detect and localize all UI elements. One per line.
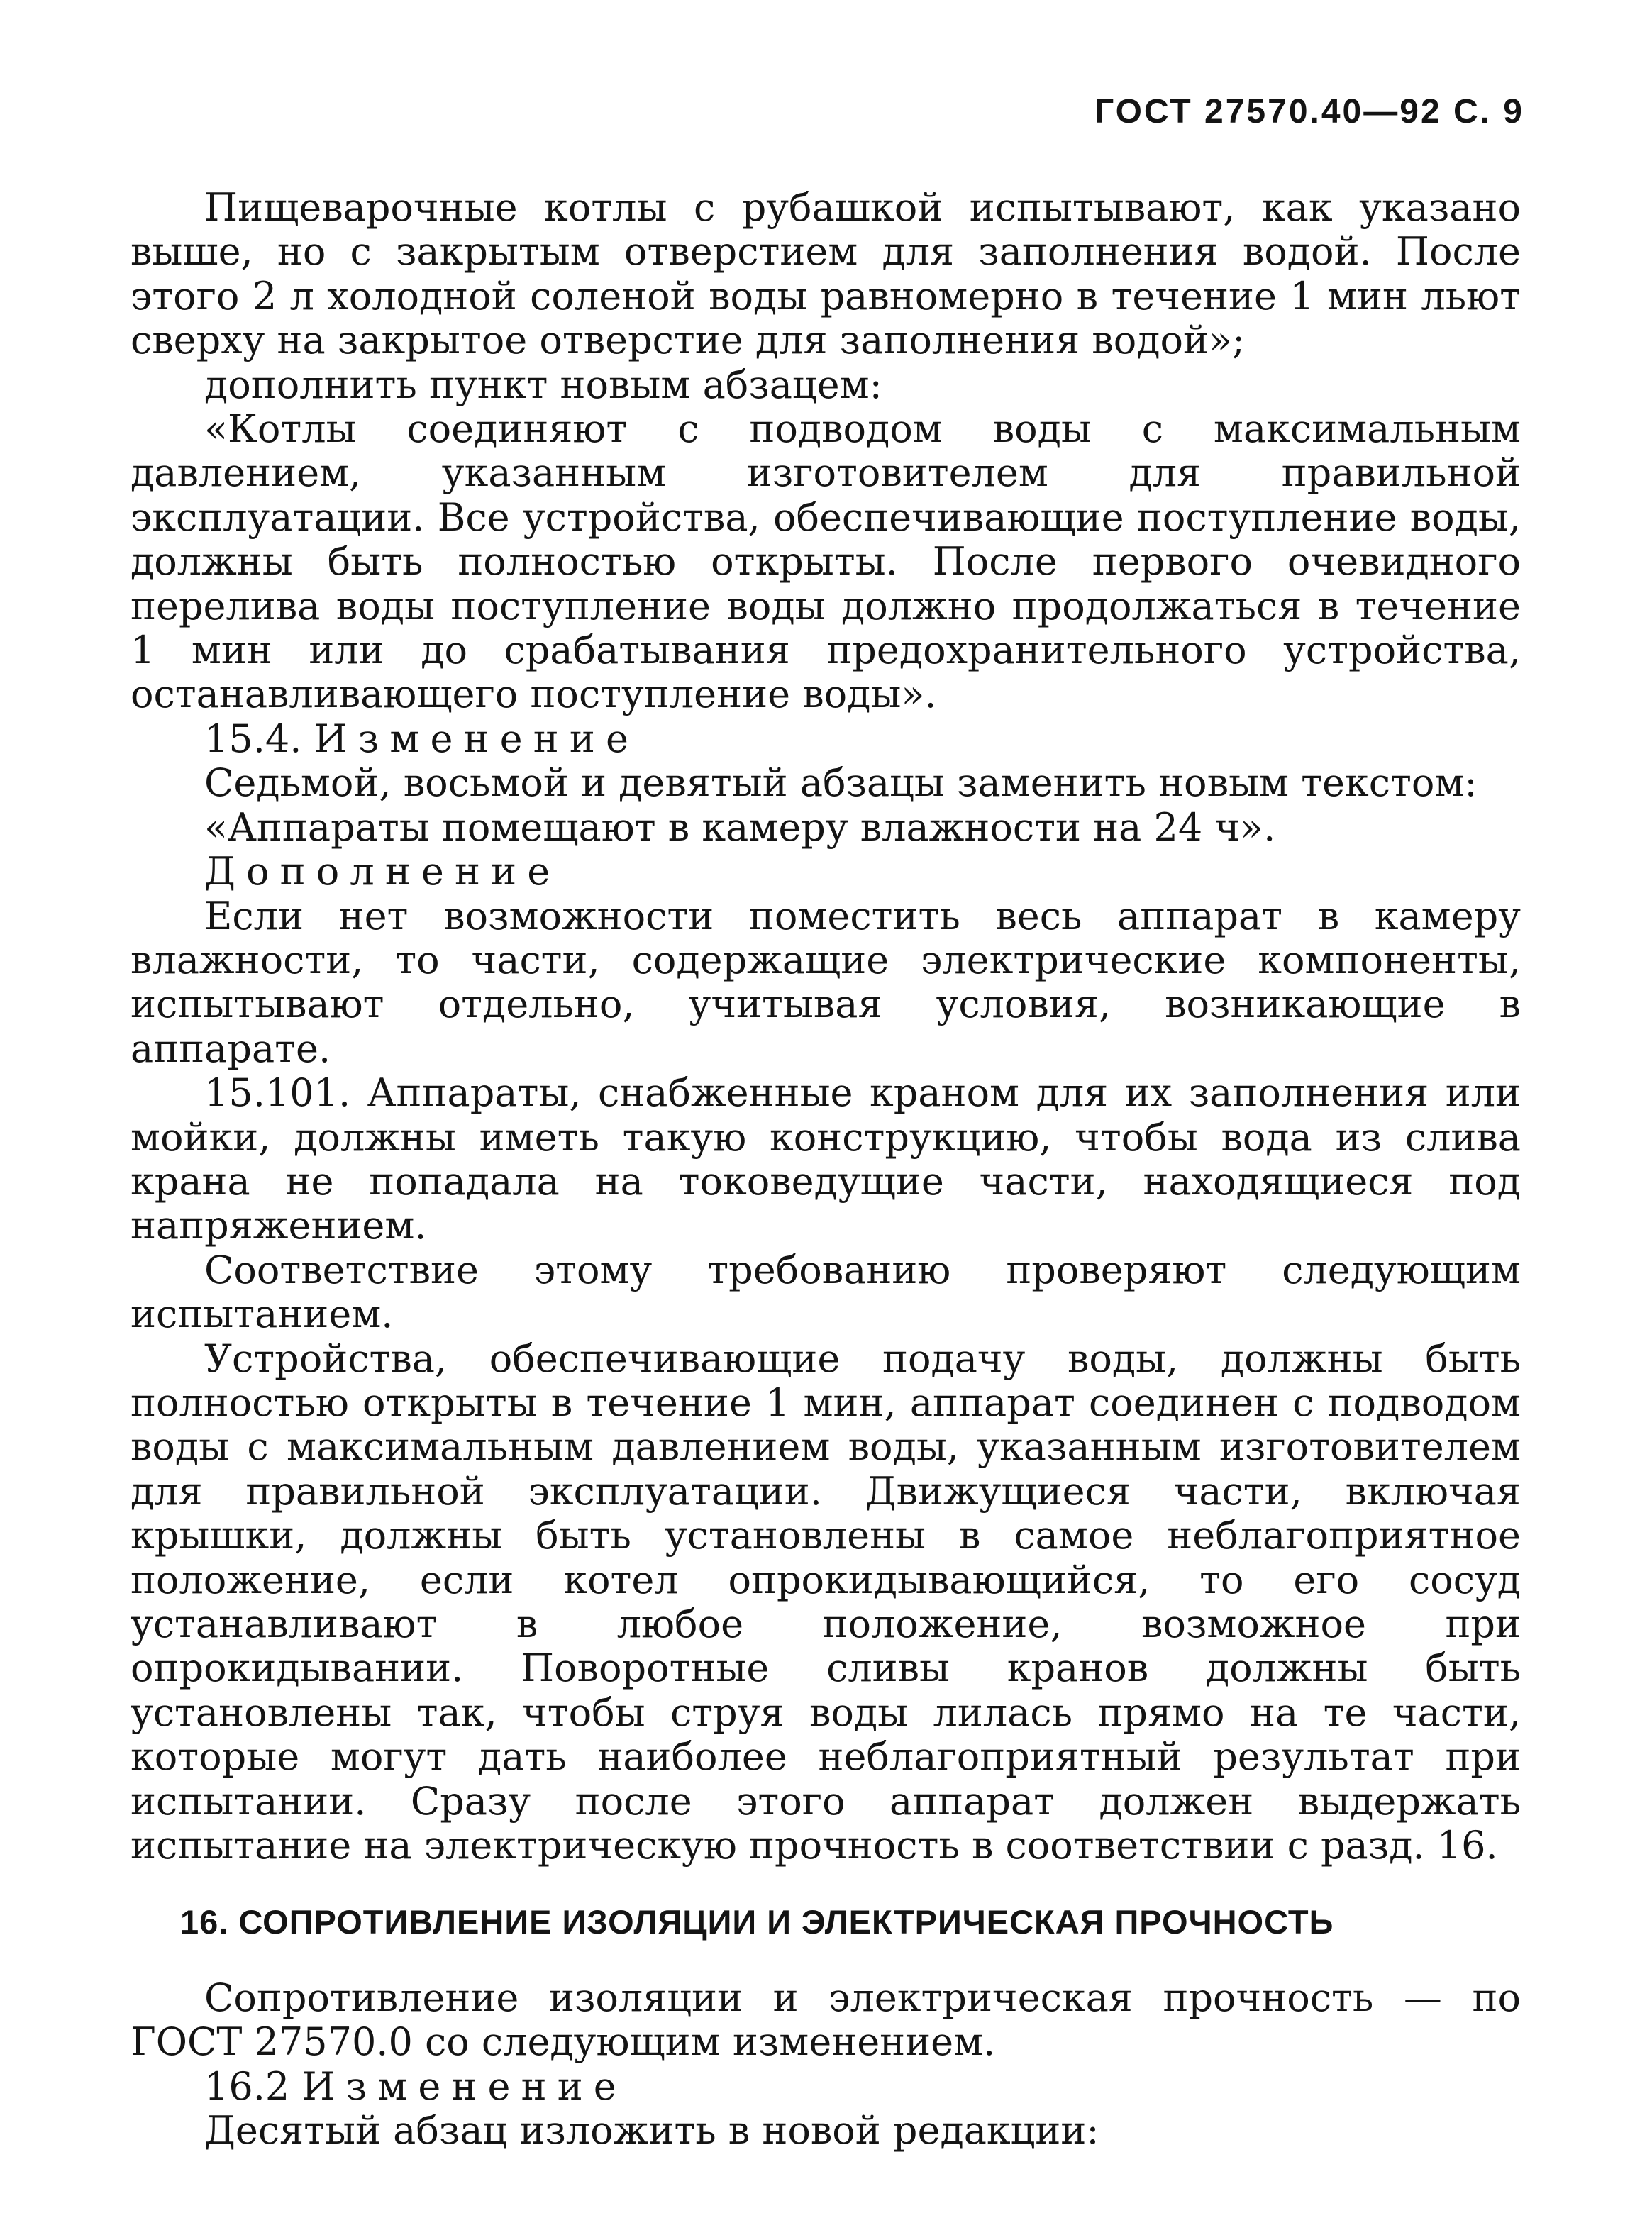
paragraph-tenth-paragraph: Десятый абзац изложить в новой редакции: xyxy=(204,2108,1099,2153)
paragraph-humidity-chamber: «Аппараты помещают в камеру влажности на 24 ч». xyxy=(204,804,1276,850)
addition-label: Дополнение xyxy=(204,849,561,894)
paragraph-compliance-check: Соответствие этому требованию проверяют следующим испытанием. xyxy=(131,1247,1521,1337)
clause-number: 15.4. xyxy=(204,716,302,761)
paragraph-insulation-resistance: Сопротивление изоляции и электрическая прочность — по ГОСТ 27570.0 со следующим изменением. xyxy=(131,1975,1521,2065)
addition-heading xyxy=(131,850,1521,894)
paragraph-separate-parts: Если нет возможности поместить весь аппарат в камеру влажности, то части, содержащие электрические компоненты, испытывают отдельно, учитывая условия, возникающие в аппарате. xyxy=(131,893,1521,1071)
paragraph-test-procedure: Устройства, обеспечивающие подачу воды, должны быть полностью открыты в течение 1 мин, аппарат соединен с подводом воды с максимальным давлением воды, указанным изготовителем для правильной эксплуатации. Движущиеся части, включая крышки, должны быть установлены в самое неблагоприятное положение, если котел опрокидывающийся, то его сосуд устанавливают в любое положение, возможное при опрокидывании. Поворотные сливы кранов должны быть установлены так, чтобы струя воды лилась прямо на те части, которые могут дать наиболее неблагоприятный результат при испытании. Сразу после этого аппарат должен выдержать испытание на электрическую прочность в соответствии с разд. 16. xyxy=(131,1336,1521,1868)
section-heading-16: 16. СОПРОТИВЛЕНИЕ ИЗОЛЯЦИИ И ЭЛЕКТРИЧЕСКАЯ ПРОЧНОСТЬ xyxy=(180,1903,1334,1941)
paragraph-boilers-jacket: Пищеварочные котлы с рубашкой испытывают, как указано выше, но с закрытым отверстием для заполнения водой. После этого 2 л холодной соленой воды равномерно в течение 1 мин льют сверху на закрытое отверстие для заполнения водой»; xyxy=(131,185,1521,363)
clause-number: 16.2 xyxy=(204,2063,290,2109)
change-label: Изменение xyxy=(314,716,640,761)
change-heading-15-4 xyxy=(131,717,1521,761)
change-heading-16-2 xyxy=(131,2065,1521,2109)
change-label: Изменение xyxy=(301,2063,627,2109)
paragraph-boilers-water-supply: «Котлы соединяют с подводом воды с максимальным давлением, указанным изготовителем для правильной эксплуатации. Все устройства, обеспечивающие поступление воды, должны быть полностью открыты. После первого очевидного перелива воды поступление воды должно продолжаться в течение 1 мин или до срабатывания предохранительного устройства, останавливающего поступление воды». xyxy=(131,406,1521,717)
paragraph-add-clause: дополнить пункт новым абзацем: xyxy=(204,362,882,407)
page-header: ГОСТ 27570.40—92 С. 9 xyxy=(1094,93,1524,131)
paragraph-replace-text: Седьмой, восьмой и девятый абзацы заменить новым текстом: xyxy=(204,760,1478,806)
paragraph-15-101: 15.101. Аппараты, снабженные краном для их заполнения или мойки, должны иметь такую конструкцию, чтобы вода из слива крана не попадала на токоведущие части, находящиеся под напряжением. xyxy=(131,1070,1521,1248)
document-body xyxy=(131,186,1521,2153)
